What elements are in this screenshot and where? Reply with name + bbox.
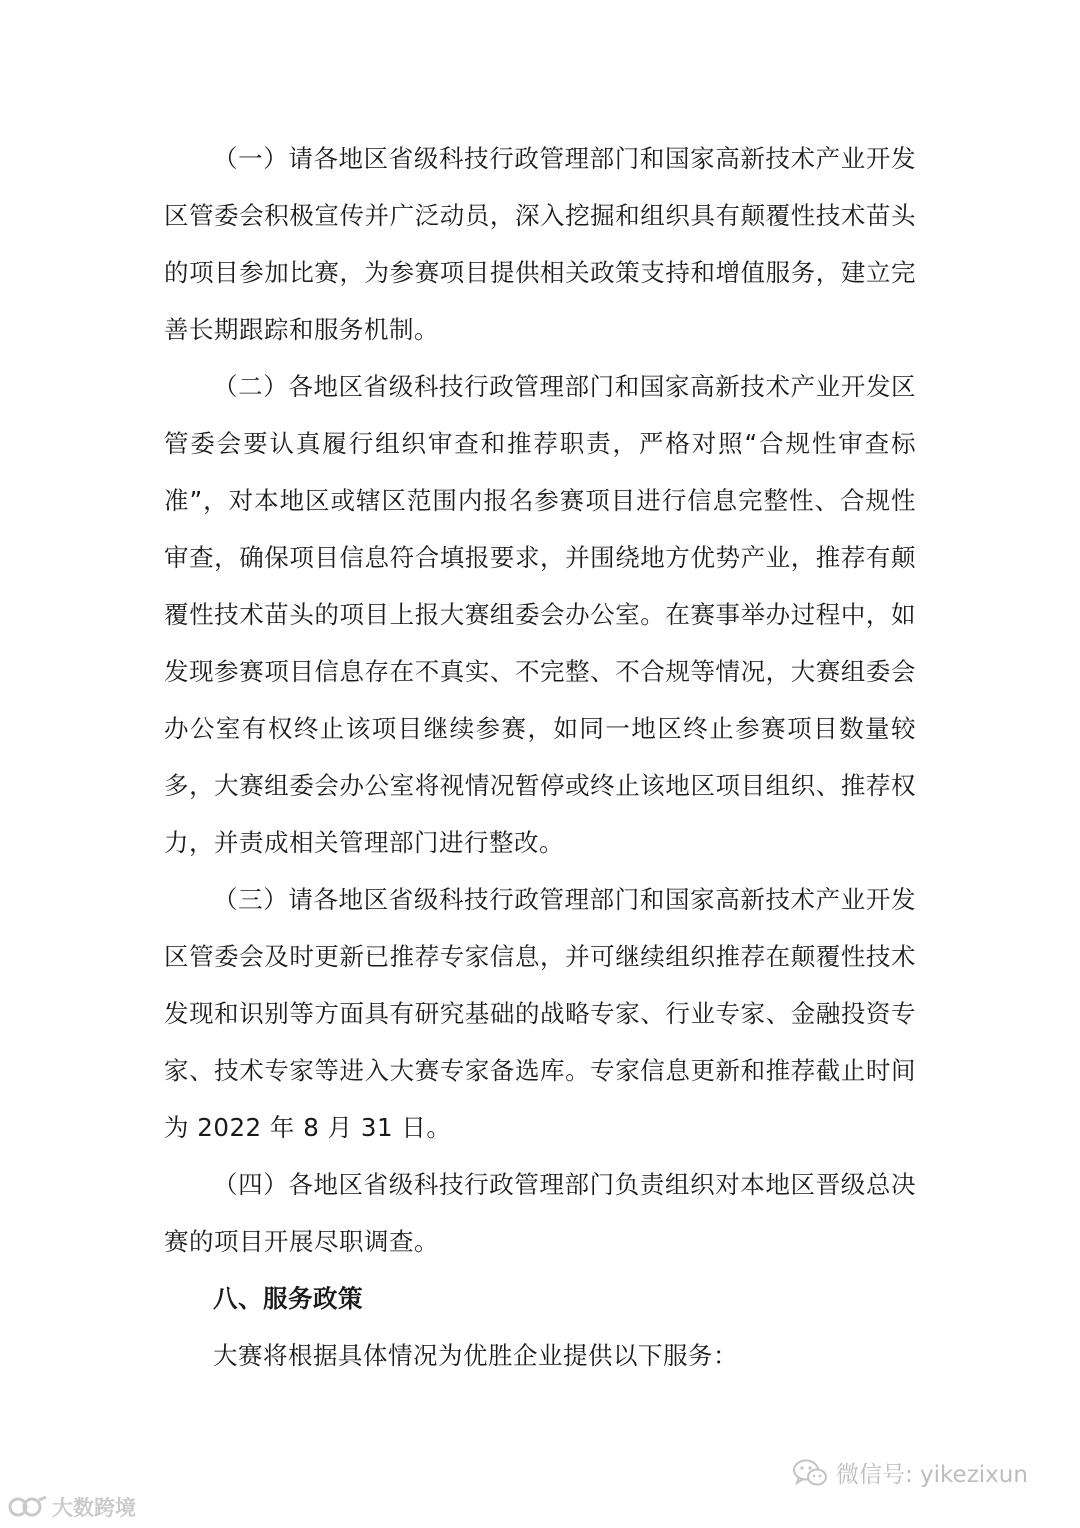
wechat-icon [792, 1458, 828, 1488]
paragraph-2: （二）各地区省级科技行政管理部门和国家高新技术产业开发区管委会要认真履行组织审查和推荐职责，严格对照“合规性审查标准”，对本地区或辖区范围内报名参赛项目进行信息完整性、合规性审查，确保项目信息符合填报要求，并围绕地方优势产业，推荐有颠覆性技术苗头的项目上报大赛组委会办公室。在赛事举办过程中，如发现参赛项目信息存在不真实、不完整、不合规等情况，大赛组委会办公室有权终止该项目继续参赛，如同一地区终止参赛项目数量较多，大赛组委会办公室将视情况暂停或终止该地区项目组织、推荐权力，并责成相关管理部门进行整改。 [164, 372, 916, 857]
section-heading: 八、服务政策 [213, 1284, 363, 1313]
document-body [164, 130, 916, 1384]
paragraph-1: （一）请各地区省级科技行政管理部门和国家高新技术产业开发区管委会积极宣传并广泛动员，深入挖掘和组织具有颠覆性技术苗头的项目参加比赛，为参赛项目提供相关政策支持和增值服务，建立完善长期跟踪和服务机制。 [164, 144, 916, 344]
paragraph-4: （四）各地区省级科技行政管理部门负责组织对本地区晋级总决赛的项目开展尽职调查。 [164, 1170, 916, 1256]
brand-logo-icon [8, 1494, 48, 1520]
brand-watermark [8, 1492, 136, 1522]
wechat-watermark-text: 微信号: yikezixun [836, 1462, 1028, 1488]
wechat-watermark [792, 1456, 1028, 1489]
paragraph-3: （三）请各地区省级科技行政管理部门和国家高新技术产业开发区管委会及时更新已推荐专家信息，并可继续组织推荐在颠覆性技术发现和识别等方面具有研究基础的战略专家、行业专家、金融投资专家、技术专家等进入大赛专家备选库。专家信息更新和推荐截止时间为 2022 年 8 月 31 日。 [164, 885, 916, 1142]
intro-line: 大赛将根据具体情况为优胜企业提供以下服务： [213, 1341, 738, 1370]
brand-watermark-text: 大数跨境 [52, 1496, 136, 1520]
